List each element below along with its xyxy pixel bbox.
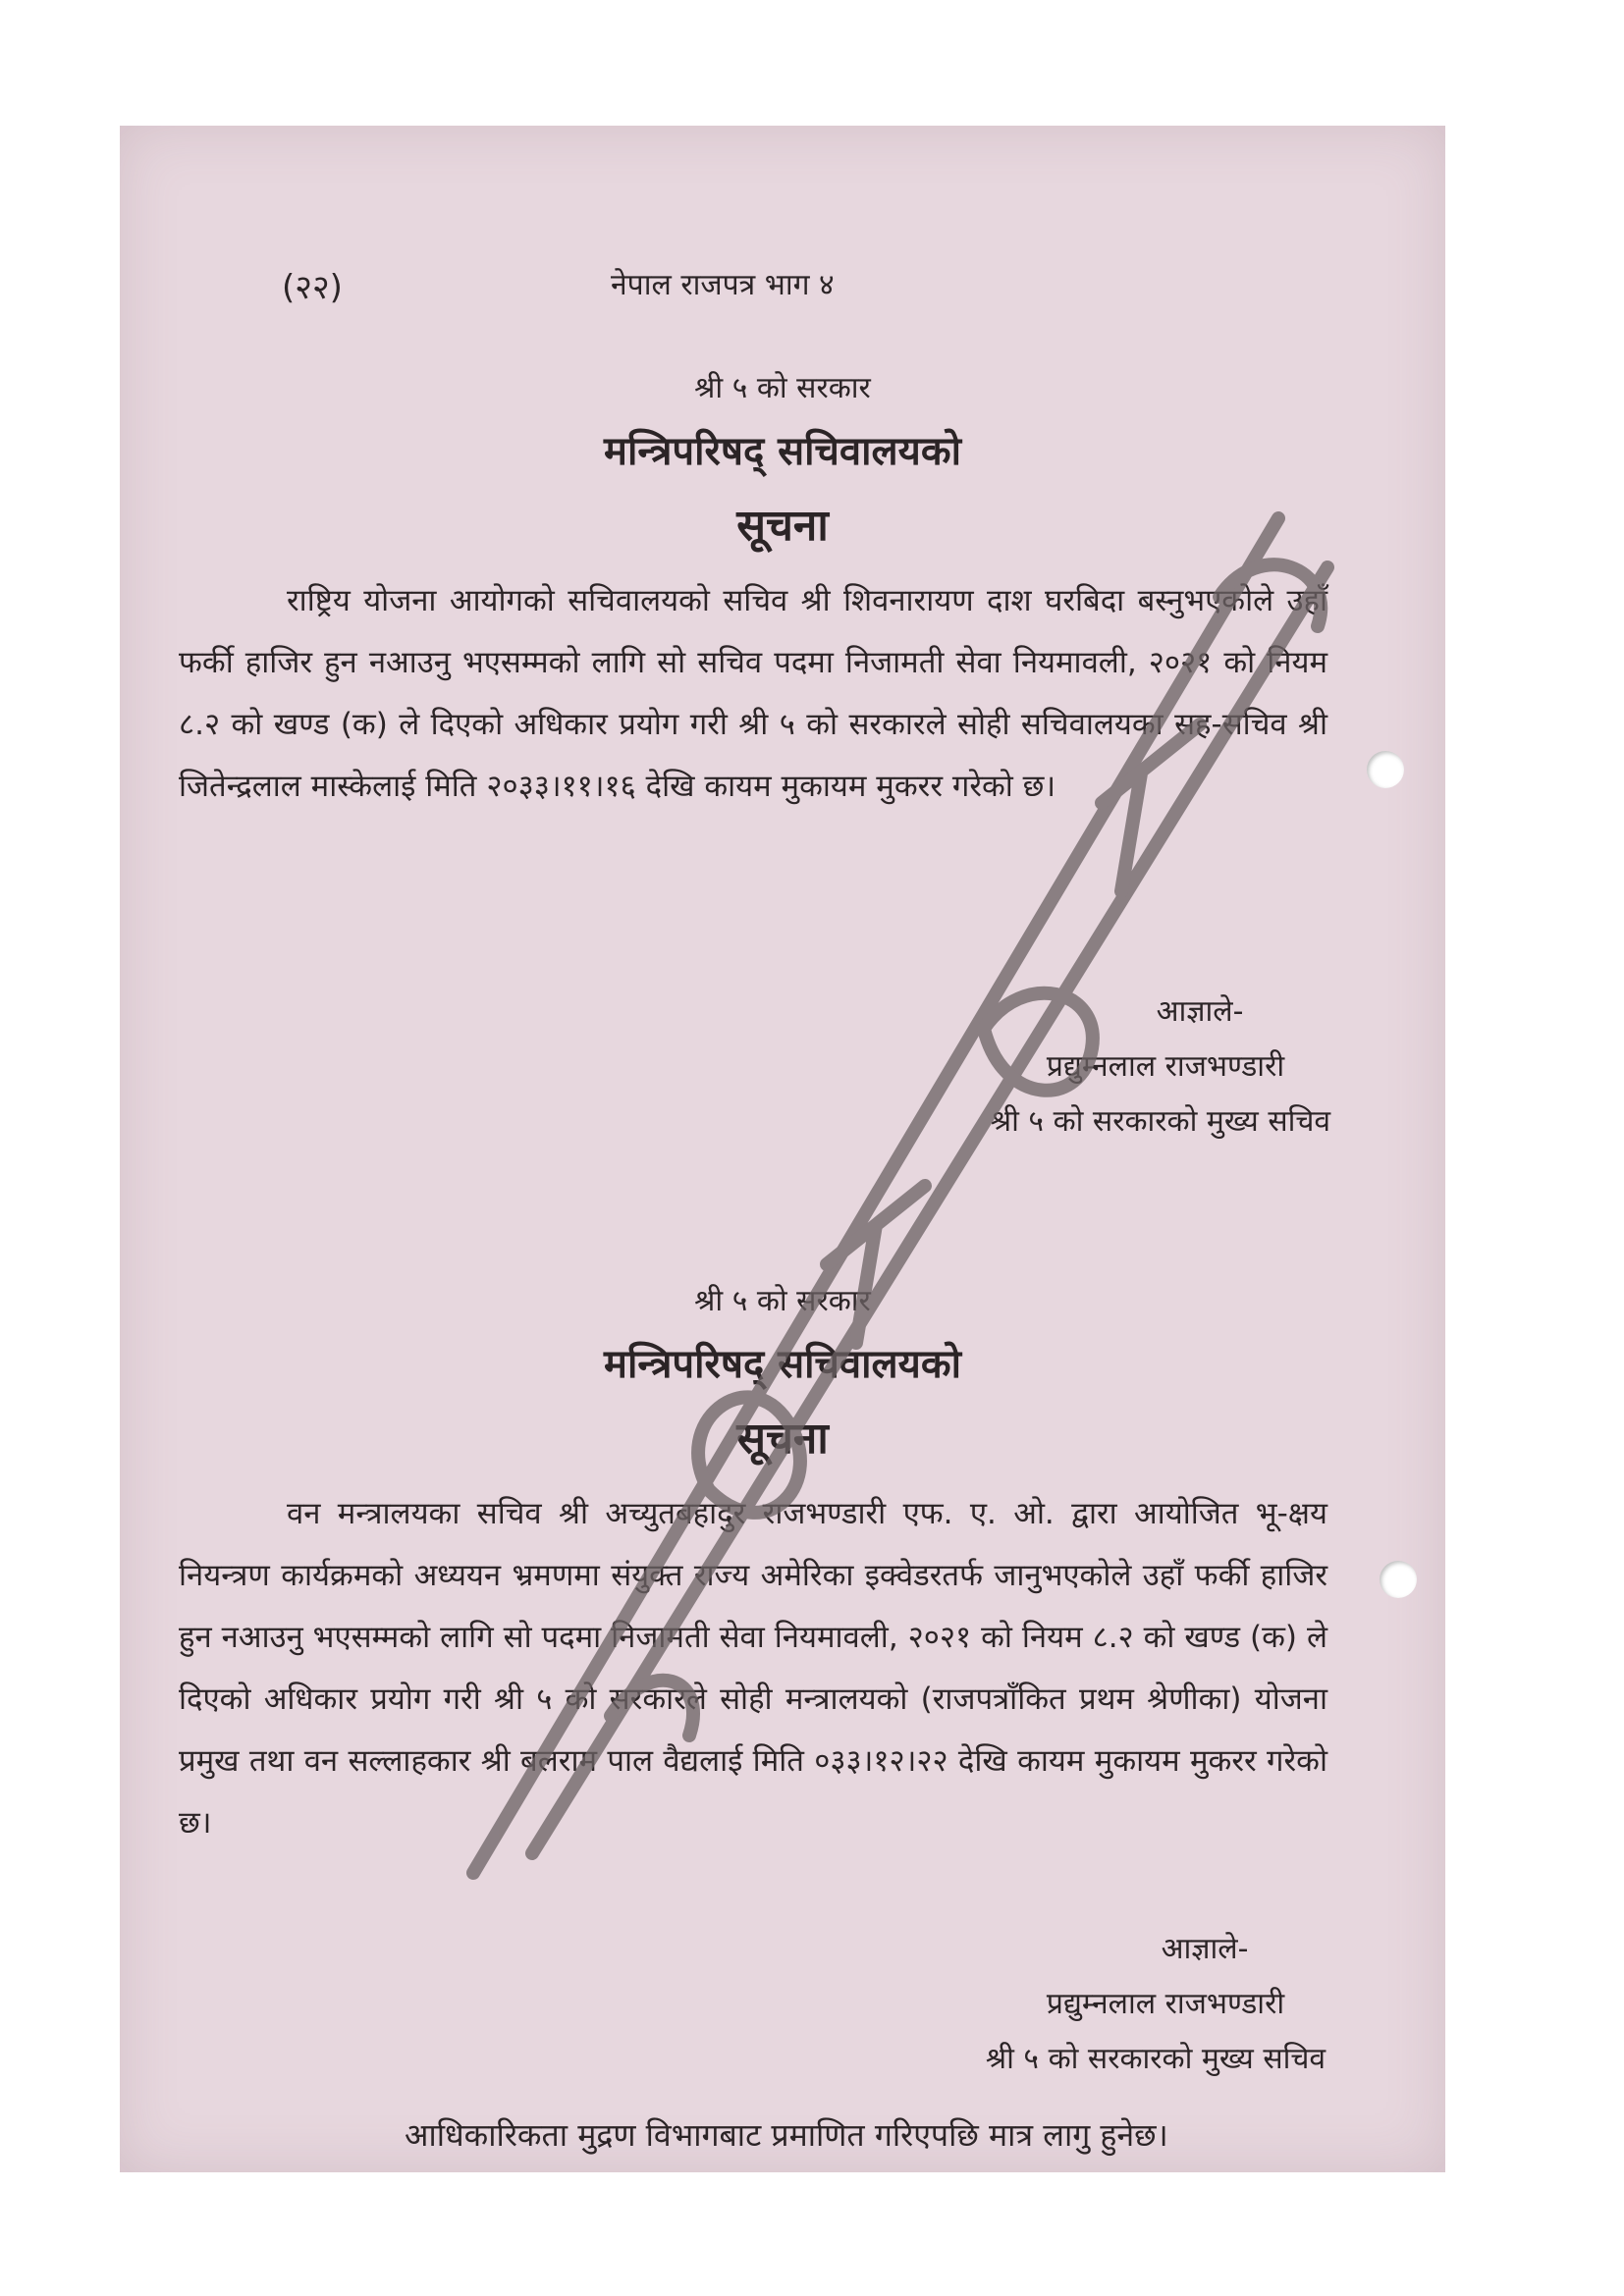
notice-2-ministry: मन्त्रिपरिषद् सचिवालयको: [604, 1342, 961, 1387]
notice-1-signature: [925, 985, 1396, 1149]
notice-2-government: श्री ५ को सरकार: [694, 1284, 871, 1318]
notice-1-order: आज्ञाले-: [1156, 994, 1244, 1029]
notice-2-body: वन मन्त्रालयका सचिव श्री अच्युतबहादुर राजभण्डारी एफ. ए. ओ. द्वारा आयोजित भू-क्षय नियन्त्रण कार्यक्रमको अध्ययन भ्रमणमा संयुक्त राज्य अमेरिका इक्वेडरतर्फ जानुभएकोले उहाँ फर्की हाजिर हुन नआउनु भएसम्मको लागि सो पदमा निजामती सेवा नियमावली, २०२१ को नियम ८.२ को खण्ड (क) ले दिएको अधिकार प्रयोग गरी श्री ५ को सरकारले सोही मन्त्रालयको (राजपत्राँकित प्रथम श्रेणीका) योजना प्रमुख तथा वन सल्लाहकार श्री बलराम पाल वैद्यलाई मिति ०३३।१२।२२ देखि कायम मुकायम मुकरर गरेको छ।: [179, 1496, 1327, 1841]
notice-2-signature: [915, 1922, 1396, 2087]
notice-1-government: श्री ५ को सरकार: [694, 371, 871, 405]
gazette-title: नेपाल राजपत्र भाग ४: [611, 268, 835, 302]
notice-1-label: सूचना: [736, 501, 829, 551]
notice-1-designation: श्री ५ को सरकारको मुख्य सचिव: [990, 1104, 1331, 1139]
page-number: (२२): [282, 268, 343, 307]
notice-2-signatory: प्रद्युम्नलाल राजभण्डारी: [1046, 1987, 1285, 2021]
notice-2-label: सूचना: [736, 1414, 829, 1464]
notice-1-signatory: प्रद्युम्नलाल राजभण्डारी: [1046, 1049, 1285, 1084]
notice-1-ministry: मन्त्रिपरिषद् सचिवालयको: [604, 429, 961, 474]
notice-2: [120, 1279, 1445, 1854]
gazette-page: [120, 126, 1445, 2172]
page-header: [120, 263, 1445, 322]
notice-2-designation: श्री ५ को सरकारको मुख्य सचिव: [985, 2042, 1326, 2076]
notice-1: [120, 366, 1445, 818]
footer-note: आधिकारिकता मुद्रण विभागबाट प्रमाणित गरिएपछि मात्र लागु हुनेछ।: [405, 2116, 1168, 2154]
notice-1-body: राष्ट्रिय योजना आयोगको सचिवालयको सचिव श्री शिवनारायण दाश घरबिदा बस्नुभएकोले उहाँ फर्की हाजिर हुन नआउनु भएसम्मको लागि सो सचिव पदमा निजामती सेवा नियमावली, २०२१ को नियम ८.२ को खण्ड (क) ले दिएको अधिकार प्रयोग गरी श्री ५ को सरकारले सोही सचिवालयका सह-सचिव श्री जितेन्द्रलाल मास्केलाई मिति २०३३।११।१६ देखि कायम मुकायम मुकरर गरेको छ।: [179, 583, 1327, 804]
notice-2-order: आज्ञाले-: [1161, 1932, 1249, 1966]
